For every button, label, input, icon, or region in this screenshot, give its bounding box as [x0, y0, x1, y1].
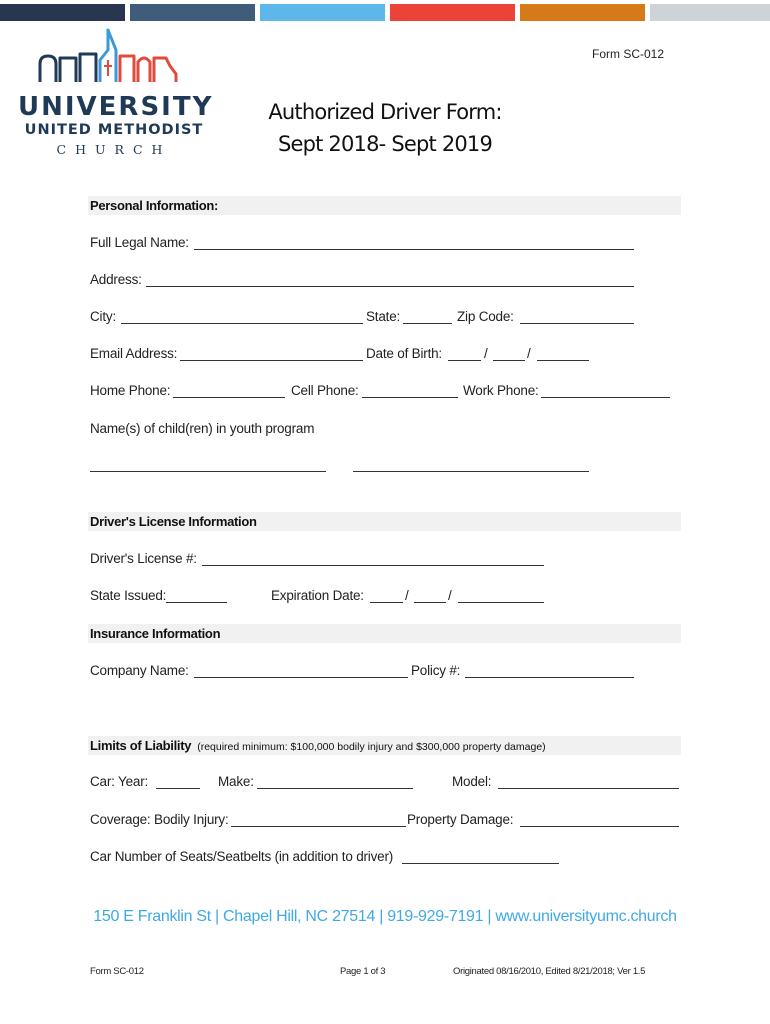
form-title-line2: Sept 2018- Sept 2019 — [277, 132, 493, 156]
state-label: State: — [366, 309, 401, 324]
child-name-field-2[interactable] — [353, 471, 589, 472]
section-license-heading: Driver's License Information — [90, 514, 257, 529]
section-liability-heading: Limits of Liability — [90, 738, 192, 753]
city-field[interactable] — [121, 323, 363, 324]
car-year-label: Car: Year: — [90, 774, 149, 789]
coverage-row — [90, 810, 680, 830]
make-field[interactable] — [257, 788, 413, 789]
company-name-field[interactable] — [194, 677, 408, 678]
seats-field[interactable] — [402, 863, 559, 864]
policy-field[interactable] — [465, 677, 634, 678]
cell-phone-field[interactable] — [362, 397, 458, 398]
exp-slash-1: / — [405, 588, 409, 603]
license-number-label: Driver's License #: — [90, 551, 197, 566]
form-id: Form SC-012 — [592, 47, 665, 61]
phones-row — [90, 381, 675, 401]
child-name-field-1[interactable] — [90, 471, 326, 472]
form-title-line1: Authorized Driver Form: — [268, 100, 502, 124]
car-year-field[interactable] — [156, 788, 200, 789]
email-label: Email Address: — [90, 346, 178, 361]
dob-slash-2: / — [527, 346, 531, 361]
make-label: Make: — [218, 774, 254, 789]
dob-month-field[interactable] — [448, 360, 481, 361]
license-number-field[interactable] — [202, 565, 544, 566]
property-damage-label: Property Damage: — [407, 812, 514, 827]
skyline-steeple-icon — [36, 26, 192, 88]
section-personal-information — [88, 196, 681, 215]
work-phone-field[interactable] — [541, 397, 670, 398]
color-bar-navy — [0, 4, 125, 21]
dob-slash-1: / — [484, 346, 488, 361]
address-field[interactable] — [146, 286, 634, 287]
exp-slash-2: / — [448, 588, 452, 603]
footer-revision: Originated 08/16/2010, Edited 8/21/2018; Ver 1.5 — [453, 966, 646, 977]
section-limits-of-liability — [88, 736, 681, 755]
color-bar-sky — [260, 4, 385, 21]
color-bar-gray — [650, 4, 770, 21]
address-label: Address: — [90, 272, 142, 287]
dob-year-field[interactable] — [537, 360, 589, 361]
city-label: City: — [90, 309, 117, 324]
home-phone-label: Home Phone: — [90, 383, 171, 398]
model-label: Model: — [452, 774, 492, 789]
state-issued-field[interactable] — [166, 602, 227, 603]
car-row — [90, 772, 680, 792]
logo-united-methodist: UNITED METHODIST — [24, 122, 204, 138]
children-row — [90, 419, 490, 439]
model-field[interactable] — [498, 788, 679, 789]
section-insurance-heading: Insurance Information — [90, 626, 221, 641]
full-legal-name-field[interactable] — [194, 249, 634, 250]
work-phone-label: Work Phone: — [463, 383, 539, 398]
section-personal-heading: Personal Information: — [90, 198, 219, 213]
license-number-row — [90, 549, 550, 569]
header-color-bars — [0, 4, 770, 21]
dob-label: Date of Birth: — [366, 346, 442, 361]
home-phone-field[interactable] — [173, 397, 285, 398]
dob-day-field[interactable] — [493, 360, 525, 361]
full-legal-name-row — [90, 233, 635, 253]
bodily-injury-label: Coverage: Bodily Injury: — [90, 812, 229, 827]
insurance-row — [90, 661, 635, 681]
zip-code-field[interactable] — [520, 323, 634, 324]
state-issued-label: State Issued: — [90, 588, 167, 603]
section-drivers-license — [88, 512, 681, 531]
license-state-exp-row — [90, 586, 550, 606]
full-legal-name-label: Full Legal Name: — [90, 235, 189, 250]
expiration-month-field[interactable] — [370, 602, 403, 603]
seats-label: Car Number of Seats/Seatbelts (in addition to driver) — [90, 849, 394, 864]
form-title — [230, 96, 540, 160]
bodily-injury-field[interactable] — [231, 826, 406, 827]
footer-form-id: Form SC-012 — [90, 966, 144, 977]
children-lines-row — [90, 455, 595, 475]
state-field[interactable] — [403, 323, 452, 324]
logo-church: CHURCH — [56, 142, 172, 157]
expiration-day-field[interactable] — [414, 602, 446, 603]
email-dob-row — [90, 344, 635, 364]
footer-page-number: Page 1 of 3 — [340, 966, 386, 977]
company-name-label: Company Name: — [90, 663, 189, 678]
policy-label: Policy #: — [411, 663, 461, 678]
color-bar-orange — [520, 4, 645, 21]
color-bar-red — [390, 4, 515, 21]
section-insurance — [88, 624, 681, 643]
cell-phone-label: Cell Phone: — [291, 383, 359, 398]
footer-contact-info: 150 E Franklin St | Chapel Hill, NC 27514 | 919-929-7191 | www.universityumc.church — [93, 908, 677, 925]
logo-university: UNIVERSITY — [18, 92, 214, 122]
liability-note: (required minimum: $100,000 bodily injury and $300,000 property damage) — [197, 741, 546, 753]
color-bar-steel — [130, 4, 255, 21]
children-label: Name(s) of child(ren) in youth program — [90, 421, 315, 436]
expiration-label: Expiration Date: — [271, 588, 364, 603]
email-field[interactable] — [180, 360, 363, 361]
church-logo — [18, 26, 214, 161]
property-damage-field[interactable] — [520, 826, 679, 827]
zip-code-label: Zip Code: — [457, 309, 514, 324]
seats-row — [90, 847, 570, 867]
expiration-year-field[interactable] — [458, 602, 544, 603]
address-row — [90, 270, 635, 290]
city-state-zip-row — [90, 307, 635, 327]
